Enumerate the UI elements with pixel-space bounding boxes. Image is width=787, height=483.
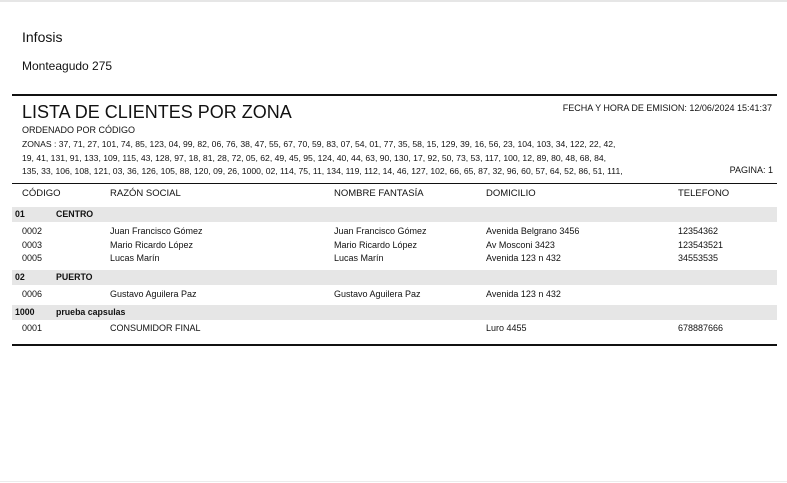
client-code: 0001 xyxy=(22,323,43,333)
client-address: Avenida Belgrano 3456 xyxy=(486,226,580,236)
report-title: LISTA DE CLIENTES POR ZONA xyxy=(22,102,292,122)
client-business-name: Gustavo Aguilera Paz xyxy=(110,289,197,299)
zone-name: CENTRO xyxy=(56,209,94,219)
zone-code: 02 xyxy=(15,272,25,282)
client-address: Av Mosconi 3423 xyxy=(486,240,555,250)
top-border xyxy=(0,0,787,2)
client-fantasy-name: Lucas Marín xyxy=(334,253,384,263)
zone-name: PUERTO xyxy=(56,272,93,282)
client-fantasy-name: Gustavo Aguilera Paz xyxy=(334,289,421,299)
zone-code: 01 xyxy=(15,209,25,219)
zone-group-header xyxy=(12,270,777,285)
report-end-rule xyxy=(12,344,777,346)
table-row xyxy=(0,289,787,302)
client-phone: 678887666 xyxy=(678,323,724,333)
column-header-phone: TELEFONO xyxy=(678,188,730,199)
zone-name: prueba capsulas xyxy=(56,307,126,317)
table-row xyxy=(0,240,787,253)
column-header-fantasy-name: NOMBRE FANTASÍA xyxy=(334,188,424,199)
client-fantasy-name: Mario Ricardo López xyxy=(334,240,418,250)
client-fantasy-name: Juan Francisco Gómez xyxy=(334,226,427,236)
client-business-name: CONSUMIDOR FINAL xyxy=(110,323,201,333)
zones-list xyxy=(22,138,623,179)
page-number: PAGINA: 1 xyxy=(729,165,773,175)
client-code: 0005 xyxy=(22,253,43,263)
client-business-name: Mario Ricardo López xyxy=(110,240,194,250)
client-code: 0006 xyxy=(22,289,43,299)
table-row xyxy=(0,226,787,239)
client-code: 0002 xyxy=(22,226,43,236)
client-code: 0003 xyxy=(22,240,43,250)
column-header-code: CÓDIGO xyxy=(22,188,61,199)
client-phone: 12354362 xyxy=(678,226,719,236)
client-business-name: Lucas Marín xyxy=(110,253,160,263)
company-address: Monteagudo 275 xyxy=(22,59,113,73)
column-header-address: DOMICILIO xyxy=(486,188,536,199)
client-address: Avenida 123 n 432 xyxy=(486,253,561,263)
column-header-business-name: RAZÓN SOCIAL xyxy=(110,188,181,199)
client-phone: 123543521 xyxy=(678,240,724,250)
client-business-name: Juan Francisco Gómez xyxy=(110,226,203,236)
client-address: Avenida 123 n 432 xyxy=(486,289,561,299)
zones-line: 19, 41, 131, 91, 133, 109, 115, 43, 128, 97, 18, 81, 28, 72, 05, 62, 49, 45, 95, 124, 40, 44, 63, 90, 130, 17, 92, 50, 73, 53, 117, 100, 12, 89, 80, 48, 68, 84, xyxy=(22,152,607,163)
emission-datetime: FECHA Y HORA DE EMISION: 12/06/2024 15:41:37 xyxy=(562,103,772,113)
zone-code: 1000 xyxy=(15,307,35,317)
table-row xyxy=(0,323,787,336)
zone-group-header xyxy=(12,305,777,320)
header-top-rule xyxy=(12,94,777,96)
column-header-rule xyxy=(12,183,777,184)
table-row xyxy=(0,253,787,266)
zones-line: 135, 33, 106, 108, 121, 03, 36, 126, 105, 88, 120, 09, 26, 1000, 02, 114, 75, 11, 134, 119, 112, 14, 46, 127, 102, 66, 65, 87, 32, 96, 60, 57, 64, 52, 86, 51, 111, xyxy=(22,166,623,176)
client-address: Luro 4455 xyxy=(486,323,527,333)
bottom-border xyxy=(0,481,787,482)
company-name: Infosis xyxy=(22,29,63,45)
zone-group-header xyxy=(12,207,777,222)
report-subtitle: ORDENADO POR CÓDIGO xyxy=(22,125,136,135)
client-phone: 34553535 xyxy=(678,253,719,263)
zones-line: ZONAS : 37, 71, 27, 101, 74, 85, 123, 04, 99, 82, 06, 76, 38, 47, 55, 67, 70, 59, 83, 07, 54, 01, 77, 35, 58, 15, 129, 39, 16, 56, 23, 104, 103, 34, 122, 22, 42, xyxy=(22,139,616,149)
